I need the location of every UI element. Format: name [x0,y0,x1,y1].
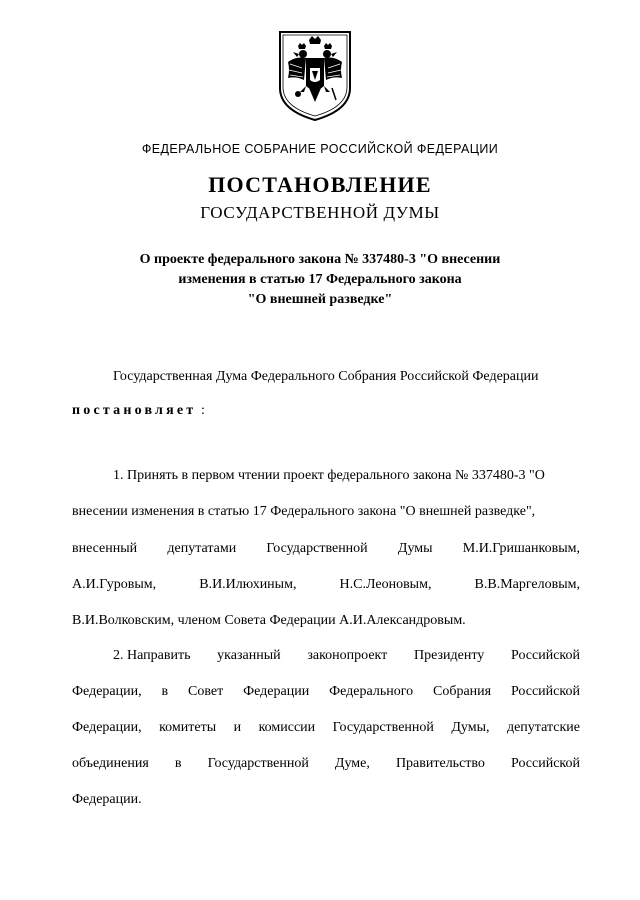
item1-line4 [72,576,580,594]
word: законопроект [307,648,388,663]
item2-line4 [72,755,580,773]
item1-line2: внесении изменения в статью 17 Федерального закона "О внешней разведке", [72,504,536,519]
word: Российской [511,756,580,771]
word: Думы, [451,720,490,735]
word: Президенту [414,648,485,663]
word: в [174,756,182,771]
word: Федерации [243,684,310,699]
word: Думе, [334,756,370,771]
document-issuer: ГОСУДАРСТВЕННОЙ ДУМЫ [200,203,440,222]
word: М.И.Гришанковым, [462,541,580,556]
word: объединения [72,756,149,771]
preamble-text: Государственная Дума Федерального Собрания Российской Федерации [113,369,539,384]
word: 2. Направить [113,648,191,663]
item2-line3 [72,719,580,737]
word: Правительство [395,756,485,771]
subject-line: О проекте федерального закона № 337480-3 "О внесении [139,252,501,267]
word: Совет [188,684,224,699]
word: В.И.Илюхиным, [199,577,297,592]
word: и [233,720,242,735]
word: депутатские [506,720,580,735]
word: А.И.Гуровым, [72,577,157,592]
word: указанный [217,648,281,663]
document-type: ПОСТАНОВЛЕНИЕ [208,172,432,197]
word: Федерального [329,684,414,699]
item1-line1: 1. Принять в первом чтении проект федерального закона № 337480-3 "О [113,468,545,483]
word: комитеты [159,720,217,735]
word: В.В.Маргеловым, [474,577,580,592]
state-emblem [276,30,354,122]
word: внесенный [72,541,138,556]
item2-line5: Федерации. [72,792,142,807]
item2-line1 [113,647,580,665]
subject-line: "О внешней разведке" [247,292,393,307]
word: Государственной [207,756,309,771]
word: Н.С.Леоновым, [339,577,432,592]
item1-line3 [72,540,580,558]
item1-line5: В.И.Волковским, членом Совета Федерации А.И.Александровым. [72,613,466,628]
word: комиссии [258,720,316,735]
word: Российской [510,684,580,699]
decree-word: постановляет [72,403,197,418]
decree-colon: : [201,403,205,418]
word: Думы [397,541,433,556]
word: депутатами [167,541,237,556]
double-headed-eagle-icon [276,30,354,122]
word: в [161,684,169,699]
word: Российской [511,648,580,663]
item2-line2 [72,683,580,701]
word: Федерации, [72,684,142,699]
word: Федерации, [72,720,142,735]
assembly-title: ФЕДЕРАЛЬНОЕ СОБРАНИЕ РОССИЙСКОЙ ФЕДЕРАЦИИ [141,142,499,156]
word: Государственной [266,541,368,556]
word: Собрания [432,684,492,699]
subject-line: изменения в статью 17 Федерального закона [178,272,462,287]
word: Государственной [332,720,434,735]
document-subject [0,250,640,310]
